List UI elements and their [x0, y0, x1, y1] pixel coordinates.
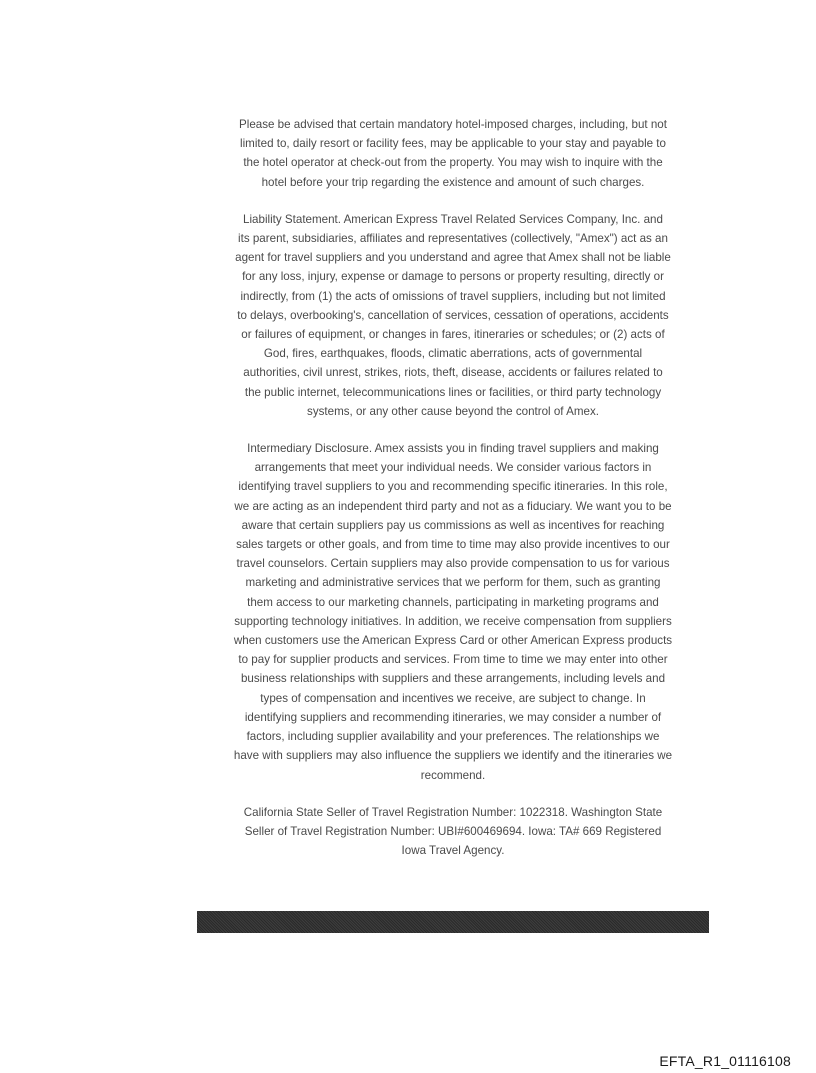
redaction-bar	[197, 911, 709, 933]
intermediary-disclosure: Intermediary Disclosure. Amex assists you in finding travel suppliers and making arrangements that meet your individual needs. We consider various factors in identifying travel suppliers to you and recommending specific itineraries. In this role, we are acting as an independent third party and not as a fiduciary. We want you to be aware that certain suppliers pay us commissions as well as incentives for reaching sales targets or other goals, and from time to time may also provide incentives to our travel counselors. Certain suppliers may also provide compensation to us for various marketing and administrative services that we perform for them, such as granting them access to our marketing channels, participating in marketing programs and supporting technology initiatives. In addition, we receive compensation from suppliers when customers use the American Express Card or other American Express products to pay for supplier products and services. From time to time we may enter into other business relationships with suppliers and these arrangements, including levels and types of compensation and incentives we receive, are subject to change. In identifying suppliers and recommending itineraries, we may consider a number of factors, including supplier availability and your preferences. The relationships we have with suppliers may also influence the suppliers we identify and the itineraries we recommend.	[233, 442, 673, 782]
liability-statement: Liability Statement. American Express Travel Related Services Company, Inc. and its parent, subsidiaries, affiliates and representatives (collectively, "Amex") act as an agent for travel suppliers and you understand and agree that Amex shall not be liable for any loss, injury, expense or damage to persons or property resulting, directly or indirectly, from (1) the acts of omissions of travel suppliers, including but not limited to delays, overbooking's, cancellation of services, cessation of operations, accidents or failures of equipment, or changes in fares, itineraries or schedules; or (2) acts of God, fires, earthquakes, floods, climatic aberrations, acts of governmental authorities, civil unrest, strikes, riots, theft, disease, accidents or failures related to the public internet, telecommunications lines or facilities, or third party technology systems, or any other cause beyond the control of Amex.	[235, 212, 671, 418]
document-body	[208, 115, 698, 878]
registration-numbers: California State Seller of Travel Registration Number: 1022318. Washington State Seller of Travel Registration Number: UBI#600469694. Iowa: TA# 669 Registered Iowa Travel Agency.	[243, 805, 663, 858]
hotel-charges-notice: Please be advised that certain mandatory hotel-imposed charges, including, but not limited to, daily resort or facility fees, may be applicable to your stay and payable to the hotel operator at check-out from the property. You may wish to inquire with the hotel before your trip regarding the existence and amount of such charges.	[239, 118, 667, 189]
document-id: EFTA_R1_01116108	[659, 1053, 791, 1069]
